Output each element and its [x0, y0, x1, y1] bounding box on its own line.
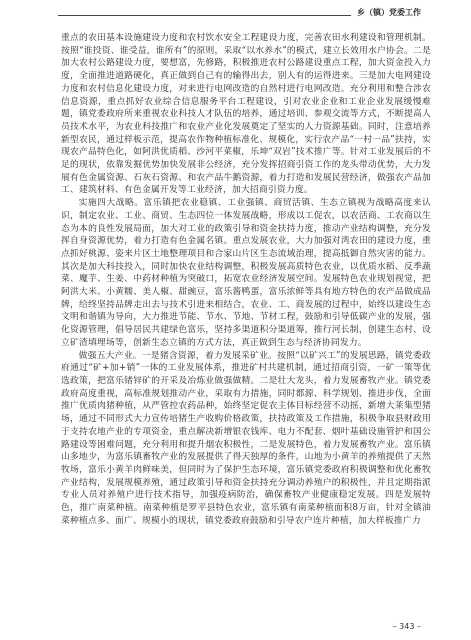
- body-text: [61, 32, 431, 527]
- paragraph: 做强五大产业。一是猪含资源，着力发展采矿业。按照“以矿兴工”的发展思路，镇党委政府通过“矿+加+销”一体的工业发展体系，推进矿村共建机制，通过招商引资，一矿一策等优选政策，把富乐锗锌矿的开采及冶炼业做强做精。二是壮大龙头，着力发展畜牧产业。镇党委政府高度重视，高标准规划推动产业，采取有力措施，同时都源、科学规划、推进步伐，全面推广优质肉猪种植，从严管控农药品种，始终坚定促农主体目标经营不动摇，新增大莱集型猪场，通过不同形式大力宣传培猪生产收购价格政策，扶持政策及工作措施，积极争取县财政用于支持农地产业的专项资金，重点解决新增银农钱库、电力不配套、烟叶基础设施管护和国公路建设等困难问题，充分利用和提升烟农积极性，二是发展特色，着力发展畜牧产业。富乐镇山多地少，为富乐镇畜牧产业的发展提供了得天独厚的条件，山地为小黄羊的养殖提供了天然牧场，富乐小黄羊肉鲜味美，但同时为了保护生态环境，富乐镇党委政府积极调整和优化畜牧产业结构，发展规模养殖，通过政策引导和资金扶持充分调动养殖户的积极性，并且定期指派专业人员对养殖户进行技术指导，加强疫病防治，确保畜牧产业健康稳定发展。四是发展特色，推广南菜种植。南菜种植是罗平县特色农业，富乐镇有南菜种植面积8万亩，针对全镇油菜种植点多、面广、规模小的现状，镇党委政府鼓励和引导农户连片种植，加大样板推广力: [61, 350, 431, 526]
- paragraph: 实施四大战略。富乐镇把农业稳镇、工业强镇、商贸活镇、生态立镇视为战略高度来认识，制定农业、工业、商贸、生态四位一体发展战略，形成以工促农，以农活商、工农商以生态为本的良性发展局面，加大对工业的政策引导和资金扶持力度，推动产业结构调整，充分发挥自身资源优势，着力打造有色金属名镇。重点发展农业，大力加强对湾农田的建设力度，重点抓好桃源、姿来片区土地整理项目和合家山片区生态流域治理，提高抵御自然灾害的能力。其次是加大科技投入，同时加快农业结构调整，积极发展高质特色农业，以优质水稻、反季蔬菜、魔芋、生姜、中药材种植为突破口，拓宽农业经济发展空间。发展特色农业规划视觉，把阿洪大米、小黄糯、美人椒、甜豌豆，富乐酱鸭蛋，富乐浓鲜等具有地方特色的农产品做成品牌，给终坚持品牌走出去与技术引进来相结合，农业、工、商发展的过程中，始终以建设生态文明和谐镇为导向，大力推进节能、节水、节地、节材工程，鼓励和引导低碳产业的发展，强化资源管理，倡导居民共建绿色富乐，坚持多渠道积分渠道筹，推行河长制，创建生态村、设立矿渣填埋场等，创新生态立镇的方式方法，真正做到生态与经济协同发力。: [61, 198, 431, 348]
- running-header: [58, 6, 421, 22]
- header-title: 乡（镇）党委工作: [351, 7, 421, 18]
- paragraph: 重点的农田基本设施建设力度和农村饮水安全工程建设力度，完善农田水利建设和管理机制。按照“谁投资、谁受益，谁所有”的原则，采取“以水养水”的模式，建立长效用水户协会。二是加大农村公路建设力度，要想富，先修路，积极推进农村公路建设重点工程，加大资金投入力度，全面推进道路硬化，真正做到自己有的输得出去，别人有的运得进来。三是加大电网建设力度和农村信息化建设力度，对来进行电网改造的自然村进行电网改造。充分利用和整合涉农信息资源，重点抓好农业综合信息服务平台工程建设，引对农业企业和工业企业发展缓慢难题，镇党委政府所来重视农业科技人才队伍的培养，通过培训、参观交流等方式，不断提高人员技术水平，为农业科技推广和农业产业化发展奠定了坚实的人力资源基础。同时，注意培养新型农民，通过样板示范，提高农作物种植标准化、规模化，实行农产品“一村一品”扶持，实现农产品特色化，如阿洪优质稻、沙河平菜椒，乐坤“双岩”技术推广等。针对工业发展后的不足的现状，依靠发掘优势加快发展非公经济，充分发挥招商引资工作的龙头带动优势，大力发展有色金属资源、石灰石资源、和农产品牛鹅资源，着力打造和发展民营经济，做强农产品加工、建筑材料、有色金属开发等工业经济，加大招商引资力度。: [61, 33, 431, 196]
- page-number: – 343 –: [392, 622, 421, 631]
